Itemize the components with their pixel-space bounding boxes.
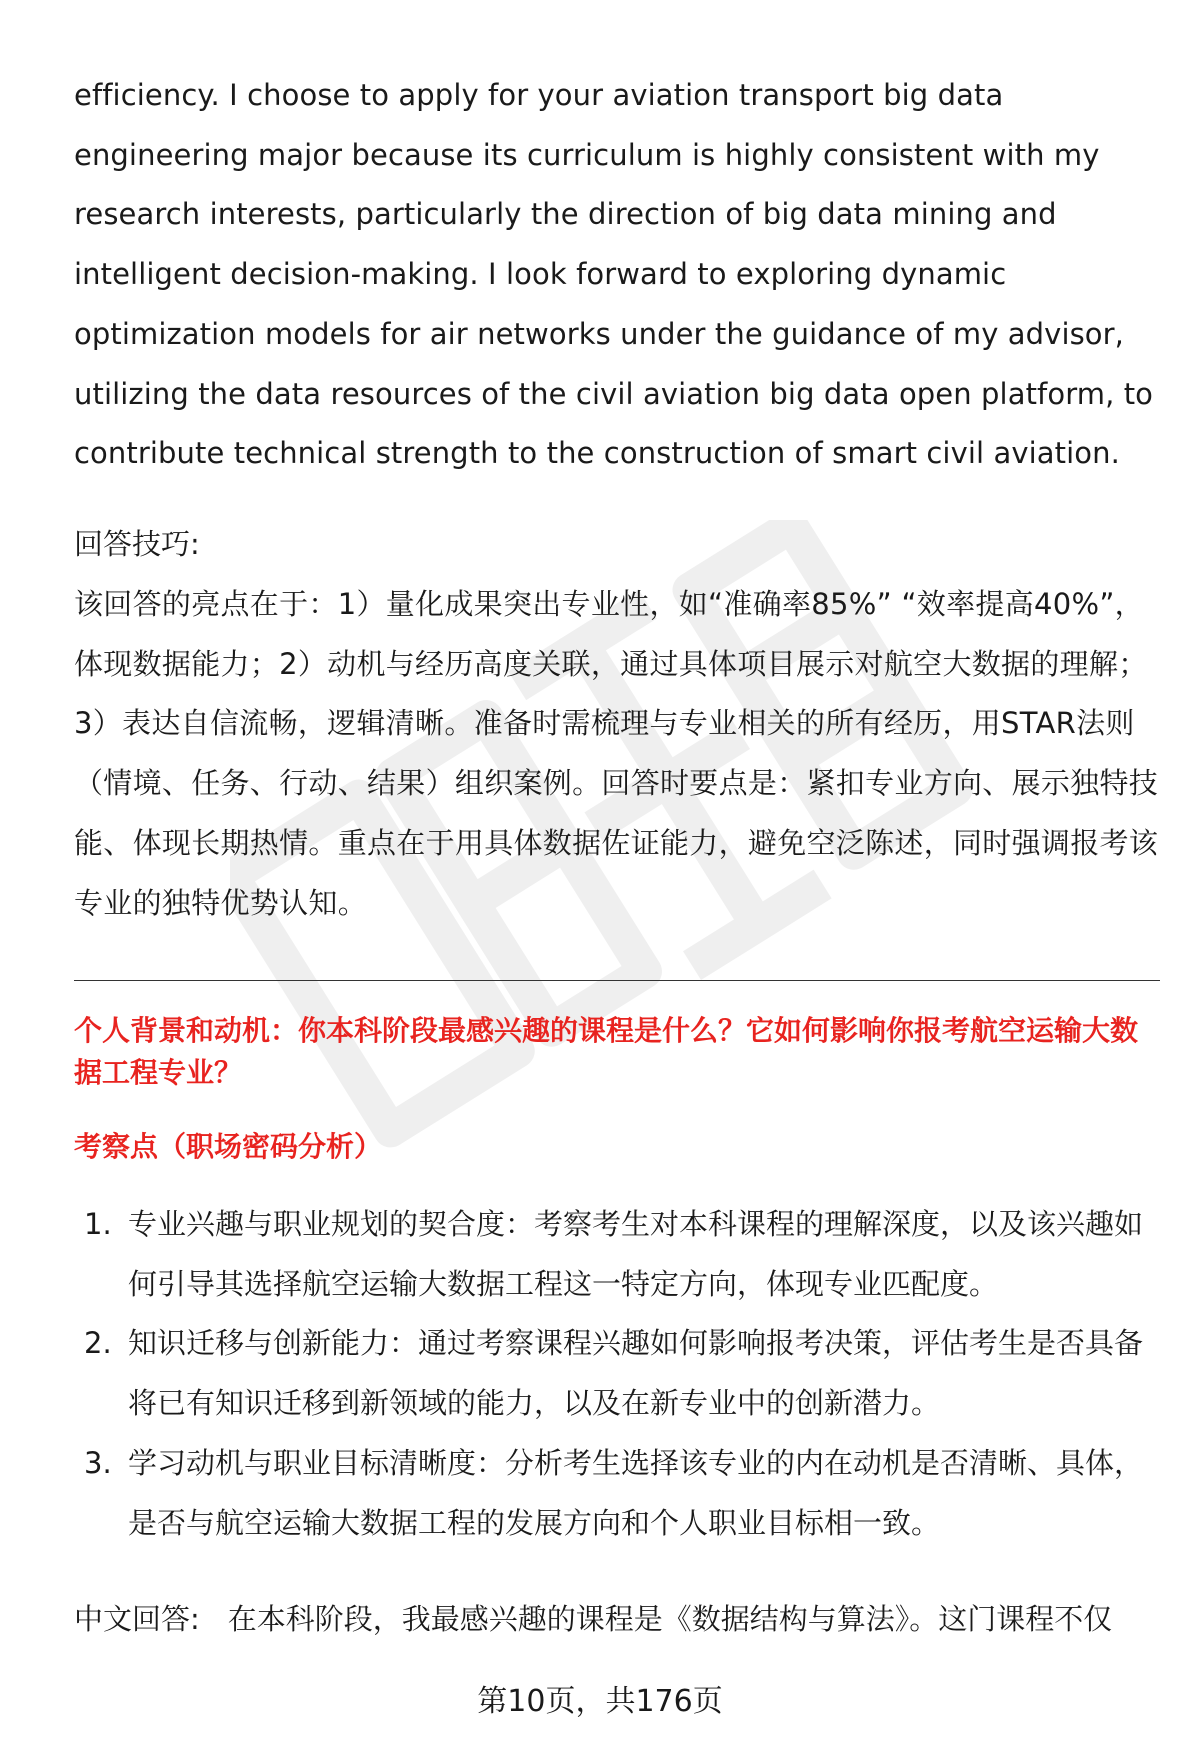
list-item-text: 专业兴趣与职业规划的契合度：考察考生对本科课程的理解深度，以及该兴趣如何引导其选择航空运输大数据工程这一特定方向，体现专业匹配度。: [128, 1207, 1144, 1301]
chinese-answer-line: [74, 1590, 1160, 1650]
page-number-footer: 第10页，共176页: [477, 1684, 723, 1719]
section-divider: [74, 980, 1160, 981]
list-item-number: 3.: [84, 1445, 112, 1480]
list-item: [74, 1195, 1160, 1314]
list-item-number: 1.: [84, 1207, 112, 1241]
list-item-text: 知识迁移与创新能力：通过考察课程兴趣如何影响报考决策，评估考生是否具备将已有知识迁移到新领域的能力，以及在新专业中的创新潜力。: [128, 1326, 1144, 1421]
interview-question: 个人背景和动机：你本科阶段最感兴趣的课程是什么？它如何影响你报考航空运输大数据工程专业？: [74, 1014, 1139, 1089]
list-item-text: 学习动机与职业目标清晰度：分析考生选择该专业的内在动机是否清晰、具体，是否与航空运输大数据工程的发展方向和个人职业目标相一致。: [128, 1445, 1144, 1540]
list-item: [74, 1314, 1160, 1433]
analysis-heading: 考察点（职场密码分析）: [74, 1130, 383, 1163]
english-answer-paragraph: efficiency. I choose to apply for your aviation transport big data engineering major because its curriculum is highly consistent with my research interests, particularly the direction of big data mining and intelligent decision-making. I look forward to exploring dynamic optimization models for air networks under the guidance of my advisor, utilizing the data resources of the civil aviation big data open platform, to contribute technical strength to the construction of smart civil aviation.: [74, 78, 1154, 471]
answer-tips-label: 回答技巧:: [74, 527, 200, 561]
analysis-points-list: [74, 1195, 1160, 1553]
chinese-answer-label: 中文回答:: [74, 1602, 200, 1636]
chinese-answer-text: 在本科阶段，我最感兴趣的课程是《数据结构与算法》。这门课程不仅: [227, 1602, 1113, 1636]
list-item-number: 2.: [84, 1326, 112, 1361]
list-item: [74, 1434, 1160, 1553]
answer-tips-body: 该回答的亮点在于：1）量化成果突出专业性，如“准确率85%” “效率提高40%”，体现数据能力；2）动机与经历高度关联，通过具体项目展示对航空大数据的理解；3）表达自信流畅，逻辑清晰。准备时需梳理与专业相关的所有经历，用STAR法则（情境、任务、行动、结果）组织案例。回答时要点是：紧扣专业方向、展示独特技能、体现长期热情。重点在于用具体数据佐证能力，避免空泛陈述，同时强调报考该专业的独特优势认知。: [74, 587, 1159, 920]
